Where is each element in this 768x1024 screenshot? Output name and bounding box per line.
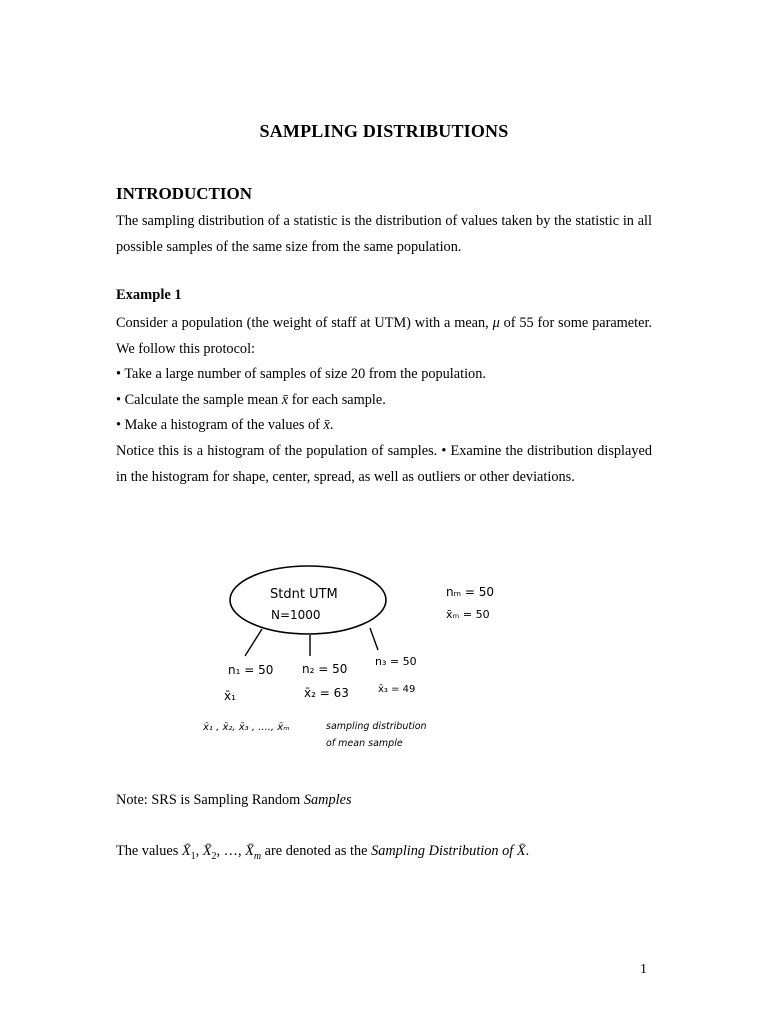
example-paragraph-1 xyxy=(116,311,652,362)
branch-line-1 xyxy=(245,629,262,656)
notice-paragraph: Notice this is a histogram of the population of samples. • Examine the distribution displayed in the histogram for shape, center, spread, as well as outliers or other deviations. xyxy=(116,442,652,485)
diagram-label-1: sampling distribution xyxy=(326,721,427,732)
example-text-a: Consider a population (the weight of staff at UTM) with a mean, xyxy=(116,315,493,331)
intro-text: The sampling distribution of a statistic is the distribution of values taken by the statistic in all possible samples of the same size from the same population. xyxy=(116,213,652,255)
page-title: SAMPLING DISTRIBUTIONS xyxy=(259,121,509,141)
sample-m-n: nₘ = 50 xyxy=(446,585,495,599)
xbar-2: X̄ xyxy=(202,843,212,859)
branch-line-3 xyxy=(370,628,378,650)
sub-1: 1 xyxy=(190,850,196,862)
note-text: Note: SRS is Sampling Random xyxy=(116,792,304,808)
sample-2-n: n₂ = 50 xyxy=(302,662,348,676)
values-prefix: The values xyxy=(116,843,182,859)
diagram-label-2: of mean sample xyxy=(326,738,403,749)
intro-paragraph xyxy=(116,209,652,260)
sample-1-n: n₁ = 50 xyxy=(228,663,274,677)
sample-2-xbar: x̄₂ = 63 xyxy=(304,686,349,700)
note-line xyxy=(116,792,352,809)
page-number: 1 xyxy=(640,962,647,977)
xbar: X̄ xyxy=(516,843,526,859)
bullet-2 xyxy=(116,388,652,414)
dots: , …, xyxy=(216,843,246,859)
xbar-symbol: x̄ xyxy=(323,417,330,434)
xbar-symbol: x̄ xyxy=(281,391,289,408)
values-italic: Sampling Distribution of xyxy=(371,843,517,859)
period: . xyxy=(525,843,530,859)
population-label-2: N=1000 xyxy=(271,608,321,622)
bullet-2-text-b: for each sample. xyxy=(288,391,386,408)
note-italic: Samples xyxy=(303,792,352,808)
values-middle: are denoted as the xyxy=(261,843,372,859)
example-heading: Example 1 xyxy=(116,287,182,303)
xbar-1: X̄ xyxy=(181,843,191,859)
bullet-1: • Take a large number of samples of size 20 from the population. xyxy=(116,366,486,383)
sub-m: m xyxy=(253,850,262,862)
sample-3-xbar: x̄₃ = 49 xyxy=(378,684,416,695)
xbar-m: X̄ xyxy=(245,843,254,859)
example-body xyxy=(116,311,652,490)
sample-1-xbar: x̄₁ xyxy=(224,689,236,703)
sample-3-n: n₃ = 50 xyxy=(375,655,417,668)
bullet-3 xyxy=(116,413,652,439)
bullet-2-text-a: • Calculate the sample mean xyxy=(116,391,282,408)
values-line: The values $X̄_1$, $X̄_2$, …, $X̄_m$ are denoted as the Sampling Distribution of X̄. xyxy=(116,843,530,862)
sub-2: 2 xyxy=(211,850,217,862)
bullet-3-text-b: . xyxy=(329,417,334,434)
mu-symbol: μ xyxy=(492,315,500,331)
bullet-3-text-a: • Make a histogram of the values of xyxy=(116,417,324,434)
sampling-diagram xyxy=(0,540,768,770)
xbar-list: x̄₁ , x̄₂, x̄₃ , ...., x̄ₘ xyxy=(203,722,290,733)
section-heading-introduction: INTRODUCTION xyxy=(116,184,253,203)
sample-m-xbar: x̄ₘ = 50 xyxy=(446,608,490,621)
population-label-1: Stdnt UTM xyxy=(270,587,338,602)
example-text-b: of 55 for some parameter. We follow this protocol: xyxy=(116,315,653,357)
